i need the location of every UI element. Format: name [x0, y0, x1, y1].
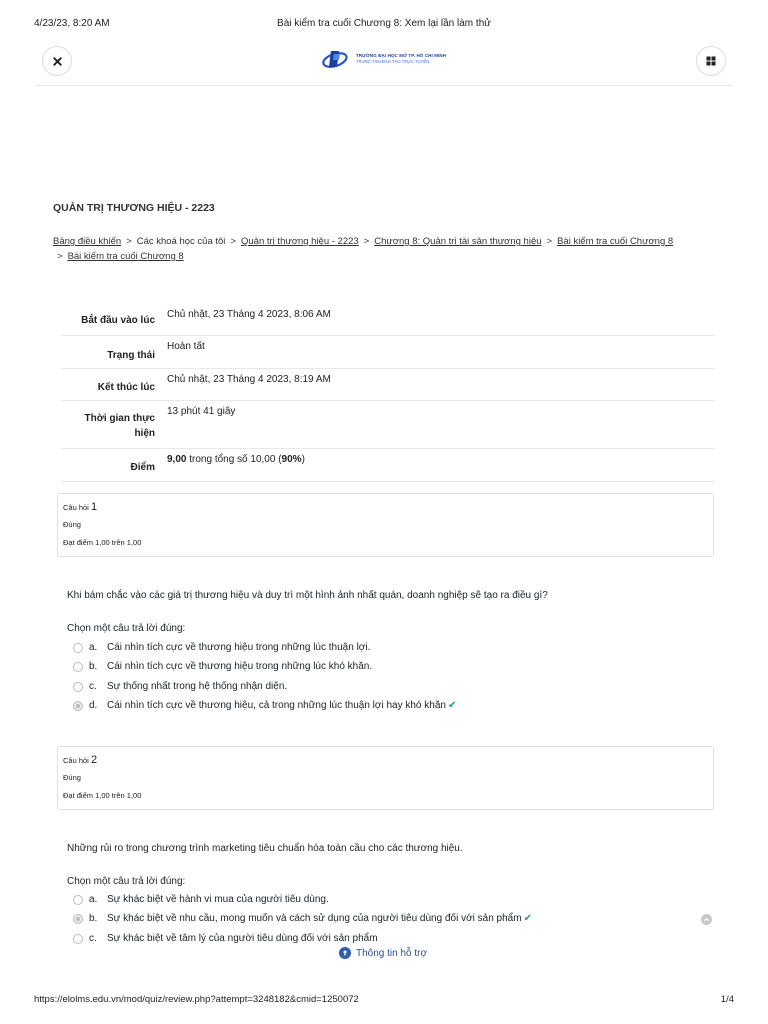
correct-check-icon: ✔: [447, 700, 457, 711]
breadcrumb-separator: >: [57, 251, 63, 262]
question-text: Những rủi ro trong chương trình marketing tiêu chuẩn hóa toàn cầu cho các thương hiệu.: [67, 843, 463, 854]
drawer-menu-button[interactable]: [696, 46, 726, 76]
grade-score: 9,00: [167, 454, 187, 465]
radio-button[interactable]: [73, 643, 83, 653]
breadcrumb-dashboard[interactable]: Bảng điều khiển: [53, 236, 122, 247]
question-text: Khi bám chắc vào các giá trị thương hiệu và duy trì một hình ảnh nhất quán, doanh nghiệp sẽ tạo ra điều gì?: [67, 590, 548, 601]
breadcrumb-separator: >: [230, 236, 236, 247]
grid-icon: [706, 56, 716, 66]
radio-button[interactable]: [73, 662, 83, 672]
breadcrumb: [53, 234, 713, 264]
question-number: [63, 500, 713, 515]
answer-text: Sự khác biệt về nhu cầu, mong muốn và cách sử dụng của người tiêu dùng đối với sản phẩm: [107, 913, 522, 924]
print-header: [34, 18, 734, 32]
logo-emblem-icon: [322, 48, 350, 70]
breadcrumb-quiz-review[interactable]: Bài kiểm tra cuối Chương 8: [67, 251, 184, 262]
question-number-value: 1: [90, 501, 98, 513]
correct-check-icon: ✔: [523, 913, 532, 924]
question-status: Đúng: [63, 520, 81, 529]
close-button[interactable]: [42, 46, 72, 76]
breadcrumb-chapter[interactable]: Chương 8: Quản trị tài sản thương hiệu: [374, 236, 542, 247]
close-icon: [53, 57, 62, 66]
answer-letter: c.: [89, 681, 97, 692]
breadcrumb-course[interactable]: Quản trị thương hiệu - 2223: [241, 236, 359, 247]
time-taken-label-line2: hiện: [134, 428, 155, 439]
logo-title: TRƯỜNG ĐẠI HỌC MỞ TP. HỒ CHÍ MINH: [355, 52, 447, 58]
chevron-up-icon: [703, 916, 710, 923]
radio-button[interactable]: [73, 934, 83, 944]
answer-prompt: Chọn một câu trả lời đúng:: [67, 623, 186, 634]
completed-value: Chủ nhật, 23 Tháng 4 2023, 8:19 AM: [167, 374, 331, 385]
grade-percent: 90%: [281, 454, 302, 465]
info-icon: [339, 947, 351, 959]
print-date: 4/23/23, 8:20 AM: [34, 18, 110, 29]
answer-option[interactable]: [73, 681, 287, 692]
question-number: [63, 753, 713, 768]
radio-button-selected[interactable]: [73, 701, 83, 711]
started-label: Bắt đầu vào lúc: [81, 315, 155, 326]
university-logo[interactable]: [322, 48, 446, 70]
answer-option-selected[interactable]: [73, 700, 456, 711]
answer-option[interactable]: [73, 661, 372, 672]
radio-button-selected[interactable]: [73, 914, 83, 924]
time-taken-value: 13 phút 41 giây: [167, 406, 236, 417]
print-page-number: 1/4: [720, 994, 734, 1005]
attempt-summary-table: [62, 298, 714, 482]
grade-label: Điểm: [130, 462, 155, 473]
answer-letter: b.: [89, 661, 98, 672]
answer-text: Sự khác biệt về tâm lý của người tiêu dùng đối với sản phẩm: [107, 933, 378, 944]
grade-middle: trong tổng số 10,00 (: [186, 454, 282, 465]
answer-text: Cái nhìn tích cực về thương hiệu, cả trong những lúc thuận lợi hay khó khăn: [107, 700, 446, 711]
time-taken-label: [62, 401, 155, 448]
question-label: Câu hỏi: [63, 756, 89, 765]
summary-row-state: [62, 336, 714, 369]
summary-row-completed: [62, 369, 714, 401]
top-navbar: [36, 44, 732, 86]
scroll-to-top-button[interactable]: [701, 914, 712, 925]
question-info-box: [57, 746, 714, 810]
answer-option-selected[interactable]: [73, 913, 532, 924]
state-label: Trạng thái: [107, 350, 155, 361]
answer-option[interactable]: [73, 933, 378, 944]
answer-text: Cái nhìn tích cực về thương hiệu trong những lúc khó khăn.: [107, 661, 373, 672]
grade-value: [155, 449, 305, 481]
started-value: Chủ nhật, 23 Tháng 4 2023, 8:06 AM: [167, 309, 331, 320]
time-taken-label-line1: Thời gian thực: [84, 413, 155, 424]
radio-button[interactable]: [73, 895, 83, 905]
completed-label: Kết thúc lúc: [97, 382, 155, 393]
answer-text: Cái nhìn tích cực về thương hiệu trong những lúc thuận lợi.: [107, 642, 371, 653]
answer-option[interactable]: [73, 642, 370, 653]
question-status: Đúng: [63, 773, 81, 782]
grade-end: ): [301, 454, 305, 465]
answer-letter: b.: [89, 913, 98, 924]
answer-letter: d.: [89, 700, 98, 711]
answer-text: Sự khác biệt về hành vi mua của người tiêu dùng.: [107, 894, 329, 905]
logo-subtitle: TRUNG TÂM ĐÀO TẠO TRỰC TUYẾN: [355, 59, 430, 65]
radio-button[interactable]: [73, 682, 83, 692]
answer-letter: a.: [89, 894, 98, 905]
support-label: Thông tin hỗ trợ: [356, 947, 428, 959]
print-url: https://elolms.edu.vn/mod/quiz/review.php?attempt=3248182&cmid=1250072: [34, 994, 359, 1005]
answer-text: Sự thống nhất trong hệ thống nhận diện.: [107, 681, 288, 692]
print-title: Bài kiểm tra cuối Chương 8: Xem lại lần làm thử: [277, 18, 491, 29]
question-mark: Đạt điểm 1,00 trên 1,00: [63, 538, 142, 547]
question-label: Câu hỏi: [63, 503, 89, 512]
breadcrumb-separator: >: [363, 236, 370, 247]
course-title: QUẢN TRỊ THƯƠNG HIỆU - 2223: [53, 202, 215, 214]
question-mark: Đạt điểm 1,00 trên 1,00: [63, 791, 142, 800]
breadcrumb-separator: >: [546, 236, 553, 247]
answer-option[interactable]: [73, 894, 329, 905]
breadcrumb-my-courses: Các khoá học của tôi: [136, 236, 226, 247]
question-number-value: 2: [90, 754, 98, 766]
summary-row-started: [62, 298, 714, 336]
support-link[interactable]: [339, 947, 427, 959]
answer-letter: c.: [89, 933, 97, 944]
question-info-box: [57, 493, 714, 557]
breadcrumb-separator: >: [126, 236, 132, 247]
state-value: Hoàn tất: [167, 341, 205, 352]
answer-letter: a.: [89, 642, 98, 653]
breadcrumb-quiz[interactable]: Bài kiểm tra cuối Chương 8: [557, 236, 674, 247]
summary-row-grade: [62, 449, 714, 482]
summary-row-time-taken: [62, 401, 714, 449]
answer-prompt: Chọn một câu trả lời đúng:: [67, 876, 186, 887]
